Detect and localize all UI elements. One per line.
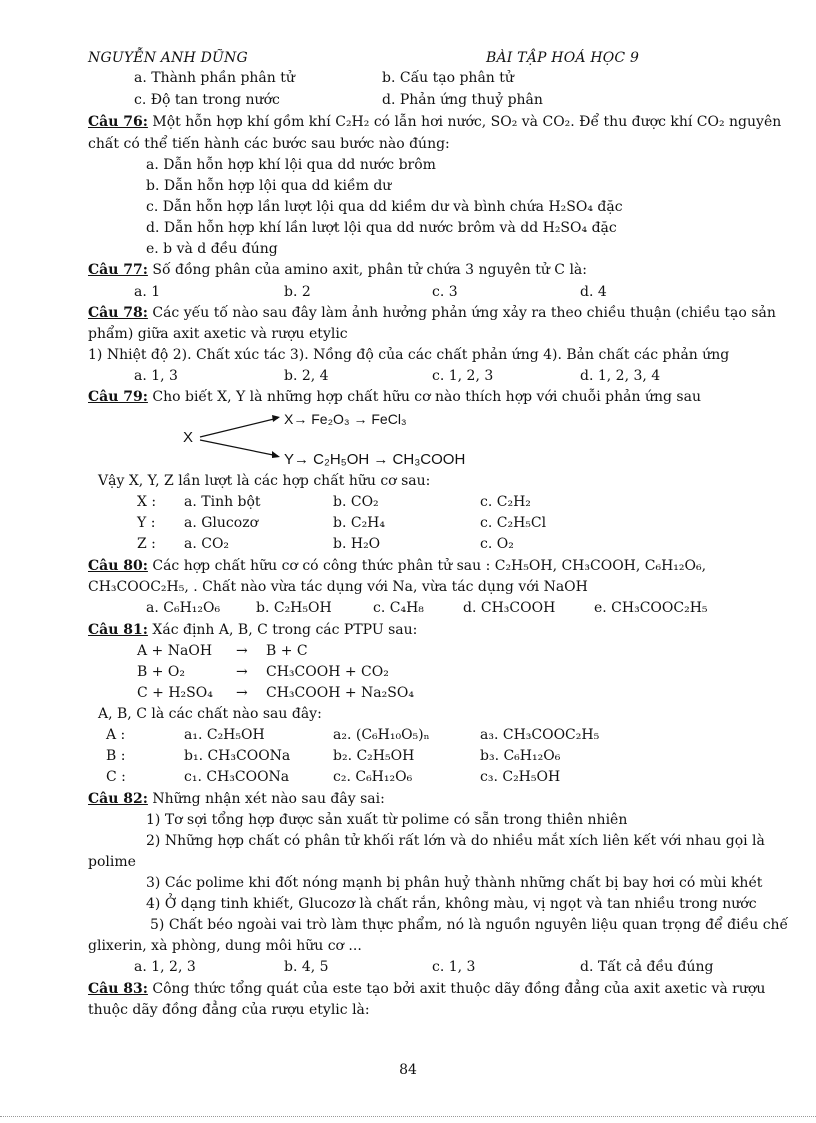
question-76 [88,114,781,130]
question-text: Cho biết X, Y là những hợp chất hữu cơ nào thích hợp với chuỗi phản ứng sau [152,389,701,405]
eq2-right: CH₃COOH + CO₂ [266,664,389,680]
chain-bottom-branch: Y→ C₂H₅OH → CH₃COOH [284,451,466,468]
q82-statement-5-cont: glixerin, xà phòng, dung môi hữu cơ ... [88,938,362,954]
question-label: Câu 83: [88,981,148,997]
eq3-right: CH₃COOH + Na₂SO₄ [266,685,414,701]
q82-statement-2: 2) Những hợp chất có phân tử khối rất lớn và do nhiều mắt xích liên kết với nhau gọi là [146,833,765,849]
question-82 [88,791,385,807]
q76-option-e: e. b và d đều đúng [146,241,278,257]
q78-option-b: b. 2, 4 [284,368,329,384]
q79-option: b. CO₂ [333,494,379,510]
question-78-text-cont: phẩm) giữa axit axetic và rượu etylic [88,326,348,342]
q79-row-label: Z : [137,536,156,552]
q76-option-d: d. Dẫn hỗn hợp khí lần lượt lội qua dd nước brôm và dd H₂SO₄ đặc [146,220,617,236]
question-label: Câu 81: [88,622,148,638]
question-76-text-cont: chất có thể tiến hành các bước sau bước nào đúng: [88,136,450,152]
q76-option-b: b. Dẫn hỗn hợp lội qua dd kiềm dư [146,178,392,194]
q80-option-e: e. CH₃COOC₂H₅ [594,600,708,616]
question-text: Một hỗn hợp khí gồm khí C₂H₂ có lẫn hơi nước, SO₂ và CO₂. Để thu được khí CO₂ nguyên [152,114,782,130]
q81-option: b₁. CH₃COONa [184,748,291,764]
eq1-right: B + C [266,643,308,659]
q79-option: a. Glucozơ [184,515,258,531]
question-80-text-cont: CH₃COOC₂H₅, . Chất nào vừa tác dụng với Na, vừa tác dụng với NaOH [88,579,588,595]
q77-option-d: d. 4 [580,284,607,300]
q76-option-c: c. Dẫn hỗn hợp lần lượt lội qua dd kiềm dư và bình chứa H₂SO₄ đặc [146,199,623,215]
q81-row-label: C : [106,769,126,785]
eq1-arrow: → [236,643,248,659]
q82-option-c: c. 1, 3 [432,959,476,975]
prev-option-d: d. Phản ứng thuỷ phân [382,92,543,108]
question-81 [88,622,417,638]
q79-option: a. CO₂ [184,536,230,552]
q77-option-a: a. 1 [134,284,161,300]
q77-option-b: b. 2 [284,284,311,300]
q81-option: b₃. C₆H₁₂O₆ [480,748,561,764]
q79-option: c. O₂ [480,536,514,552]
prev-option-c: c. Độ tan trong nước [134,92,280,108]
q81-option: b₂. C₂H₅OH [333,748,415,764]
q82-option-a: a. 1, 2, 3 [134,959,196,975]
arrow-head-top [272,415,280,422]
question-79-text-cont: Vậy X, Y, Z lần lượt là các hợp chất hữu cơ sau: [98,473,431,489]
q81-row-label: A : [106,727,126,743]
q81-option: c₃. C₂H₅OH [480,769,561,785]
question-label: Câu 77: [88,262,148,278]
q80-option-a: a. C₆H₁₂O₆ [146,600,221,616]
q82-statement-4: 4) Ở dạng tinh khiết, Glucozơ là chất rắn, không màu, vị ngọt và tan nhiều trong nước [146,896,757,912]
question-text: Các yếu tố nào sau đây làm ảnh hưởng phản ứng xảy ra theo chiều thuận (chiều tạo sản [152,305,776,321]
question-80 [88,558,706,574]
header-title: BÀI TẬP HOÁ HỌC 9 [486,50,640,66]
q76-option-a: a. Dẫn hỗn hợp khí lội qua dd nước brôm [146,157,436,173]
question-label: Câu 76: [88,114,148,130]
eq1-left: A + NaOH [137,643,213,659]
q79-option: b. C₂H₄ [333,515,386,531]
q78-option-a: a. 1, 3 [134,368,178,384]
q82-option-b: b. 4, 5 [284,959,329,975]
arrow-head-bottom [272,451,280,458]
question-label: Câu 79: [88,389,148,405]
eq2-left: B + O₂ [137,664,186,680]
prev-option-a: a. Thành phần phân tử [134,70,295,86]
eq3-left: C + H₂SO₄ [137,685,213,701]
page-bottom-rule [0,1116,816,1117]
header-author: NGUYỄN ANH DŨNG [88,50,248,66]
q81-option: a₁. C₂H₅OH [184,727,265,743]
q81-option: a₃. CH₃COOC₂H₅ [480,727,600,743]
question-text: Công thức tổng quát của este tạo bởi axit thuộc dãy đồng đẳng của axit axetic và rượu [152,981,766,997]
q80-option-c: c. C₄H₈ [373,600,424,616]
chain-x-label: X [183,429,194,446]
q79-row-label: Y : [137,515,156,531]
prev-option-b: b. Cấu tạo phân tử [382,70,514,86]
eq2-arrow: → [236,664,248,680]
question-text: Số đồng phân của amino axit, phân tử chứa 3 nguyên tử C là: [152,262,587,278]
q80-option-d: d. CH₃COOH [463,600,556,616]
arrow-to-top-branch [200,418,278,437]
q79-option: b. H₂O [333,536,381,552]
question-83 [88,981,765,997]
q78-option-c: c. 1, 2, 3 [432,368,494,384]
question-83-text-cont: thuộc dãy đồng đẳng của rượu etylic là: [88,1002,370,1018]
q82-statement-5: 5) Chất béo ngoài vai trò làm thực phẩm, nó là nguồn nguyên liệu quan trọng để điều chế [150,917,789,933]
question-label: Câu 80: [88,558,148,574]
chain-top-branch: X→ Fe₂O₃ → FeCl₃ [284,411,407,427]
question-label: Câu 82: [88,791,148,807]
q81-option: a₂. (C₆H₁₀O₅)ₙ [333,727,430,743]
q80-option-b: b. C₂H₅OH [256,600,332,616]
q81-option: c₂. C₆H₁₂O₆ [333,769,413,785]
q82-option-d: d. Tất cả đều đúng [580,959,714,975]
q79-option: c. C₂H₂ [480,494,531,510]
q78-option-d: d. 1, 2, 3, 4 [580,368,661,384]
question-text: Các hợp chất hữu cơ có công thức phân tử sau : C₂H₅OH, CH₃COOH, C₆H₁₂O₆, [152,558,707,574]
branch-arrows-diagram [182,410,282,460]
question-text: Xác định A, B, C trong các PTPU sau: [152,622,418,638]
question-79 [88,389,701,405]
q79-row-label: X : [137,494,157,510]
q79-option: c. C₂H₅Cl [480,515,547,531]
q82-statement-2-cont: polime [88,854,136,870]
arrow-to-bottom-branch [200,440,278,456]
q81-row-label: B : [106,748,126,764]
question-81-text-cont: A, B, C là các chất nào sau đây: [98,706,322,722]
question-78 [88,305,776,321]
q79-option: a. Tinh bột [184,494,261,510]
q82-statement-3: 3) Các polime khi đốt nóng mạnh bị phân huỷ thành những chất bị bay hơi có mùi khét [146,875,763,891]
question-text: Những nhận xét nào sau đây sai: [152,791,385,807]
q82-statement-1: 1) Tơ sợi tổng hợp được sản xuất từ polime có sẵn trong thiên nhiên [146,812,628,828]
question-78-factors: 1) Nhiệt độ 2). Chất xúc tác 3). Nồng độ của các chất phản ứng 4). Bản chất các phản ứng [88,347,730,363]
page-number: 84 [399,1062,417,1078]
q81-option: c₁. CH₃COONa [184,769,290,785]
question-77 [88,262,587,278]
question-label: Câu 78: [88,305,148,321]
q77-option-c: c. 3 [432,284,458,300]
eq3-arrow: → [236,685,248,701]
